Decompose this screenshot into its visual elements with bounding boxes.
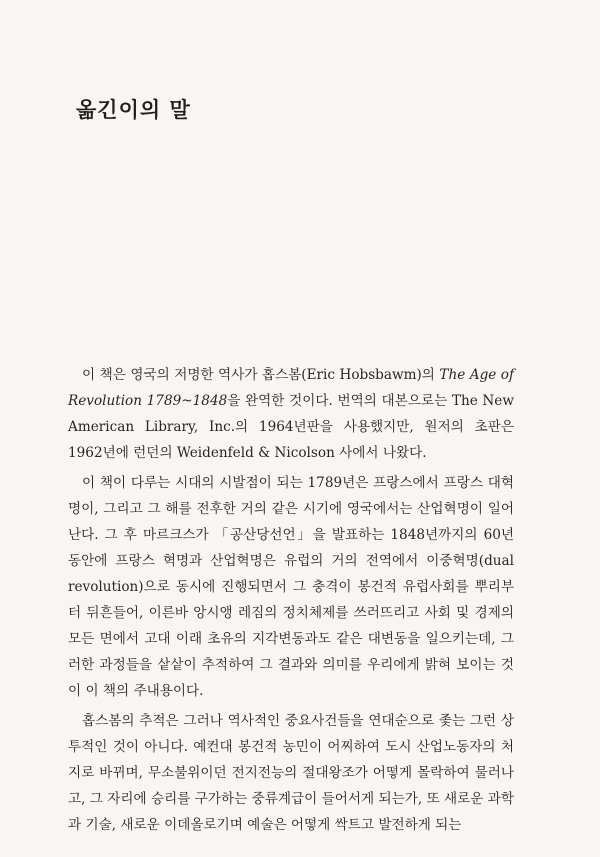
paragraph-text: 이 책은 영국의 저명한 역사가 홉스봄(Eric Hobsbawm)의	[82, 367, 440, 383]
paragraph-2	[68, 470, 514, 704]
body-text	[68, 362, 514, 842]
paragraph-text: 홉스봄의 추적은 그러나 역사적인 중요사건들을 연대순으로 좇는 그런 상투적인 것이 아니다. 예컨대 봉건적 농민이 어찌하여 도시 산업노동자의 처지로 바뀌며, 무소불위이던 전지전능의 절대왕조가 어떻게 몰락하여 물러나고, 그 자리에 승리를 구가하는 중류계급이 들어서게 되는가, 또 새로운 과학과 기술, 새로운 이데올로기며 예술은 어떻게 싹트고 발전하게 되는	[68, 713, 514, 833]
paragraph-1	[68, 362, 514, 466]
paragraph-text: 을 완역한 것이다. 번역의 대본으로는 The New American Library, Inc.의 1964년판을 사용했지만, 원저의 초판은 1962년에 런던의 Weidenfeld & Nicolson 사에서 나왔다.	[68, 393, 514, 461]
page-title: 옮긴이의 말	[76, 98, 191, 122]
book-title-italic: The Age of Revolution 1789~1848	[68, 367, 515, 409]
paragraph-3	[68, 708, 514, 838]
paragraph-text: 이 책이 다루는 시대의 시발점이 되는 1789년은 프랑스에서 프랑스 대혁명이, 그리고 그 해를 전후한 거의 같은 시기에 영국에서는 산업혁명이 일어난다. 그 후 마르크스가 「공산당선언」을 발표하는 1848년까지의 60년 동안에 프랑스 혁명과 산업혁명은 유럽의 거의 전역에서 이중혁명(dual revolution)으로 동시에 진행되면서 그 충격이 봉건적 유럽사회를 뿌리부터 뒤흔들어, 이른바 앙시앵 레짐의 정치체제를 쓰러뜨리고 사회 및 경제의 모든 면에서 고대 이래 초유의 지각변동과도 같은 대변동을 일으키는데, 그러한 과정들을 샅샅이 추적하여 그 결과와 의미를 우리에게 밝혀 보이는 것이 이 책의 주내용이다.	[68, 475, 514, 699]
